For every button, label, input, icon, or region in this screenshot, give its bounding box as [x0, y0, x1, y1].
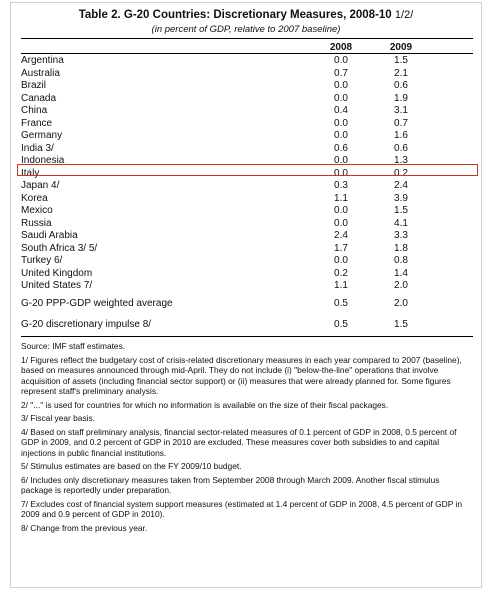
- value-2009: 2.1: [394, 67, 408, 79]
- table-row: [21, 230, 473, 241]
- country-name: South Africa 3/ 5/: [21, 242, 98, 254]
- table-row: [21, 130, 473, 141]
- country-name: Russia: [21, 217, 52, 229]
- value-2008: 0.0: [334, 130, 348, 141]
- table-row: [21, 180, 473, 191]
- value-2009: 2.0: [394, 298, 408, 309]
- value-2008: 0.0: [334, 155, 348, 166]
- value-2008: 0.0: [334, 255, 348, 266]
- table-row: [21, 193, 473, 204]
- table-row: [21, 205, 473, 216]
- table-subtitle: (in percent of GDP, relative to 2007 baseline): [151, 24, 341, 35]
- country-name: Australia: [21, 67, 60, 79]
- value-2009: 0.6: [394, 142, 408, 154]
- value-2008: 0.4: [334, 105, 348, 116]
- country-name: Argentina: [21, 55, 64, 66]
- table-row: [21, 218, 473, 229]
- value-2009: 1.8: [394, 242, 408, 254]
- value-2009: 1.9: [394, 92, 408, 104]
- value-2008: 0.0: [334, 205, 348, 216]
- country-name: Brazil: [21, 80, 47, 91]
- country-name: India 3/: [21, 142, 54, 154]
- country-name: Italy: [21, 167, 40, 179]
- title-text: Table 2. G-20 Countries: Discretionary Measures, 2008-10: [78, 9, 392, 21]
- summary-label: G-20 discretionary impulse 8/: [21, 319, 152, 330]
- column-header-2008: 2008: [329, 42, 353, 53]
- footnotes: [21, 341, 473, 536]
- value-2008: 0.3: [334, 180, 348, 191]
- value-2008: 2.4: [334, 230, 348, 241]
- summary-row: [21, 319, 473, 330]
- value-2008: 0.2: [334, 267, 348, 279]
- footnote: 3/ Fiscal year basis.: [21, 413, 96, 423]
- value-2009: 0.8: [394, 255, 408, 266]
- table-row: [21, 243, 473, 254]
- footnote: 6/ Includes only discretionary measures taken from September 2008 through March 2009. Another fiscal stimulus package is reportedly under preparation.: [21, 474, 440, 495]
- value-2008: 0.0: [334, 167, 348, 179]
- value-2009: 3.1: [394, 105, 408, 116]
- footnote: 8/ Change from the previous year.: [21, 522, 148, 533]
- table-row: [21, 268, 473, 279]
- table-row: [21, 55, 473, 66]
- table-row: [21, 280, 473, 291]
- footnote: 7/ Excludes cost of financial system support measures (estimated at 1.4 percent of GDP in 2008, 4.5 percent of GDP in 2009 and 0.9 percent of GDP in 2010).: [21, 498, 462, 519]
- value-2008: 0.6: [334, 142, 348, 154]
- source-note: Source: IMF staff estimates.: [21, 341, 126, 351]
- value-2008: 0.5: [334, 319, 348, 330]
- table-page: [10, 2, 482, 588]
- highlight-box-italy: [17, 164, 478, 176]
- value-2008: 0.7: [334, 67, 348, 79]
- table-row: [21, 143, 473, 154]
- country-name: Korea: [21, 192, 48, 204]
- value-2009: 0.6: [394, 80, 408, 91]
- rule-top: [21, 38, 473, 39]
- value-2009: 2.0: [394, 280, 408, 291]
- country-name: Indonesia: [21, 155, 65, 166]
- value-2009: 0.7: [394, 117, 408, 129]
- value-2009: 2.4: [394, 180, 408, 191]
- value-2008: 0.0: [334, 55, 348, 66]
- value-2008: 0.0: [334, 80, 348, 91]
- value-2008: 0.0: [334, 117, 348, 129]
- value-2008: 1.1: [334, 192, 348, 204]
- footnote: 5/ Stimulus estimates are based on the FY 2009/10 budget.: [21, 461, 242, 471]
- footnote: 4/ Based on staff preliminary analysis, financial sector-related measures of 0.1 percent of GDP in 2008, 0.5 percent of GDP in 2009, and 0.2 percent of GDP in 2010 are excluded. These measures cover both subsidies to and capital injections in public financial institutions.: [21, 426, 457, 458]
- value-2009: 0.2: [394, 167, 408, 179]
- country-name: China: [21, 105, 48, 116]
- country-name: United States 7/: [21, 280, 93, 291]
- value-2008: 0.5: [334, 298, 348, 309]
- summary-row: [21, 298, 473, 309]
- table-row: [21, 118, 473, 129]
- value-2008: 1.7: [334, 242, 348, 254]
- value-2009: 1.4: [394, 267, 408, 279]
- country-name: United Kingdom: [21, 267, 93, 279]
- table-row: [21, 105, 473, 116]
- rule-under-header: [21, 53, 473, 54]
- value-2009: 1.6: [394, 130, 408, 141]
- value-2008: 1.1: [334, 280, 348, 291]
- value-2009: 1.3: [394, 155, 408, 166]
- value-2008: 0.0: [334, 92, 348, 104]
- table-title: [11, 9, 481, 21]
- country-name: Turkey 6/: [21, 255, 63, 266]
- country-name: Mexico: [21, 205, 53, 216]
- table-row: [21, 80, 473, 91]
- table-row: [21, 68, 473, 79]
- country-name: Japan 4/: [21, 180, 60, 191]
- country-name: Germany: [21, 130, 63, 141]
- country-name: France: [21, 117, 53, 129]
- value-2008: 0.0: [334, 217, 348, 229]
- footnote: 1/ Figures reflect the budgetary cost of crisis-related discretionary measures in each year compared to 2007 (baseline), based on measures announced through mid-April. They do not include (i) "below-the-line" operations that involve acquisition of assets (including financial sector support) or (ii) measures that were already planned for. Some figures represent staff's preliminary analysis.: [21, 354, 462, 396]
- country-name: Saudi Arabia: [21, 230, 78, 241]
- value-2009: 1.5: [394, 319, 408, 330]
- value-2009: 4.1: [394, 217, 408, 229]
- value-2009: 1.5: [394, 205, 408, 216]
- rule-bottom: [21, 336, 473, 337]
- footnote: 2/ "..." is used for countries for which no information is available on the size of their fiscal packages.: [21, 399, 389, 410]
- column-header-2009: 2009: [389, 42, 413, 53]
- value-2009: 3.9: [394, 192, 408, 204]
- country-name: Canada: [21, 92, 57, 104]
- title-note: 1/2/: [394, 9, 414, 21]
- summary-label: G-20 PPP-GDP weighted average: [21, 298, 173, 309]
- value-2009: 1.5: [394, 55, 408, 66]
- value-2009: 3.3: [394, 230, 408, 241]
- table-row: [21, 255, 473, 266]
- table-row: [21, 93, 473, 104]
